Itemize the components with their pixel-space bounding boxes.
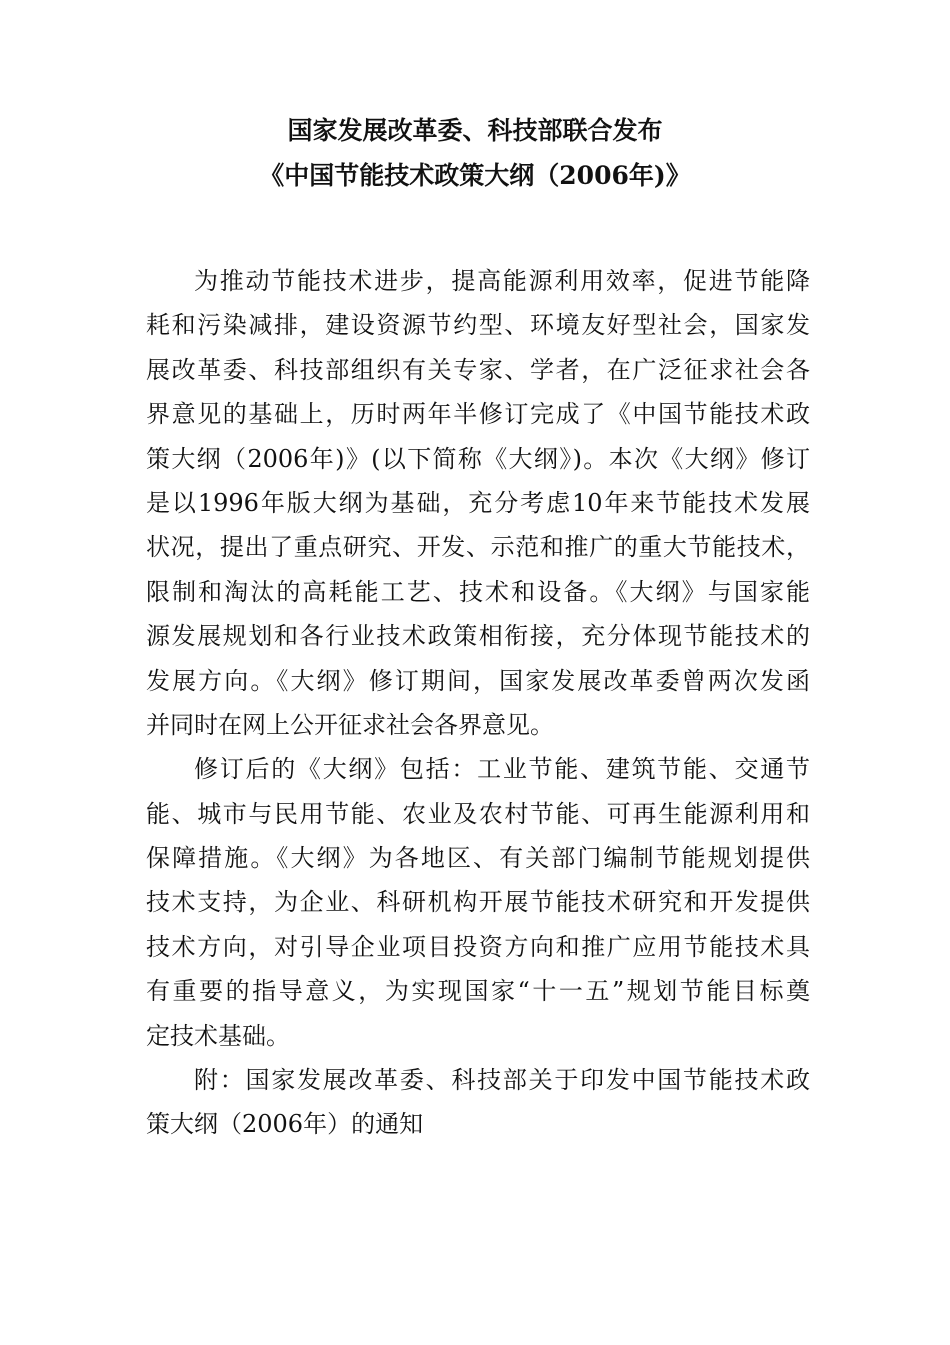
text-line: 限制和淘汰的高耗能工艺、技术和设备。《大纲》与国家能 [146,577,810,606]
text-line: 状况，提出了重点研究、开发、示范和推广的重大节能技术， [146,533,810,562]
text-line: 展改革委、科技部组织有关专家、学者，在广泛征求社会各 [146,355,810,384]
text-line: 有重要的指导意义，为实现国家“十一五”规划节能目标奠 [146,977,810,1006]
document-title [0,118,950,188]
text-line: 定技术基础。 [146,1021,290,1050]
text-line: 发展方向。《大纲》修订期间，国家发展改革委曾两次发函 [146,666,810,695]
title-line-1: 国家发展改革委、科技部联合发布 [287,116,663,145]
text-line: 修订后的《大纲》包括：工业节能、建筑节能、交通节 [194,755,810,784]
text-line: 界意见的基础上，历时两年半修订完成了《中国节能技术政 [146,400,810,429]
text-line: 源发展规划和各行业技术政策相衔接，充分体现节能技术的 [146,622,810,651]
text-line: 保障措施。《大纲》为各地区、有关部门编制节能规划提供 [146,844,810,873]
text-line: 策大纲（2006年）的通知 [146,1110,424,1139]
document-body [146,259,810,1147]
text-line: 技术方向，对引导企业项目投资方向和推广应用节能技术具 [146,932,810,961]
text-line: 能、城市与民用节能、农业及农村节能、可再生能源利用和 [146,799,810,828]
text-line: 是以1996年版大纲为基础，充分考虑10年来节能技术发展 [146,488,810,517]
text-line: 并同时在网上公开征求社会各界意见。 [146,710,554,739]
text-line: 耗和污染减排，建设资源节约型、环境友好型社会，国家发 [146,311,810,340]
text-line: 附：国家发展改革委、科技部关于印发中国节能技术政 [194,1066,810,1095]
text-line: 技术支持，为企业、科研机构开展节能技术研究和开发提供 [146,888,810,917]
text-line: 为推动节能技术进步，提高能源利用效率，促进节能降 [194,267,810,295]
paragraph-contents [146,747,810,1058]
paragraph-intro [146,259,810,747]
paragraph-attachment [146,1058,810,1147]
text-line: 策大纲（2006年)》(以下简称《大纲》)。本次《大纲》修订 [146,444,810,473]
title-line-2: 《中国节能技术政策大纲（2006年)》 [259,161,691,190]
